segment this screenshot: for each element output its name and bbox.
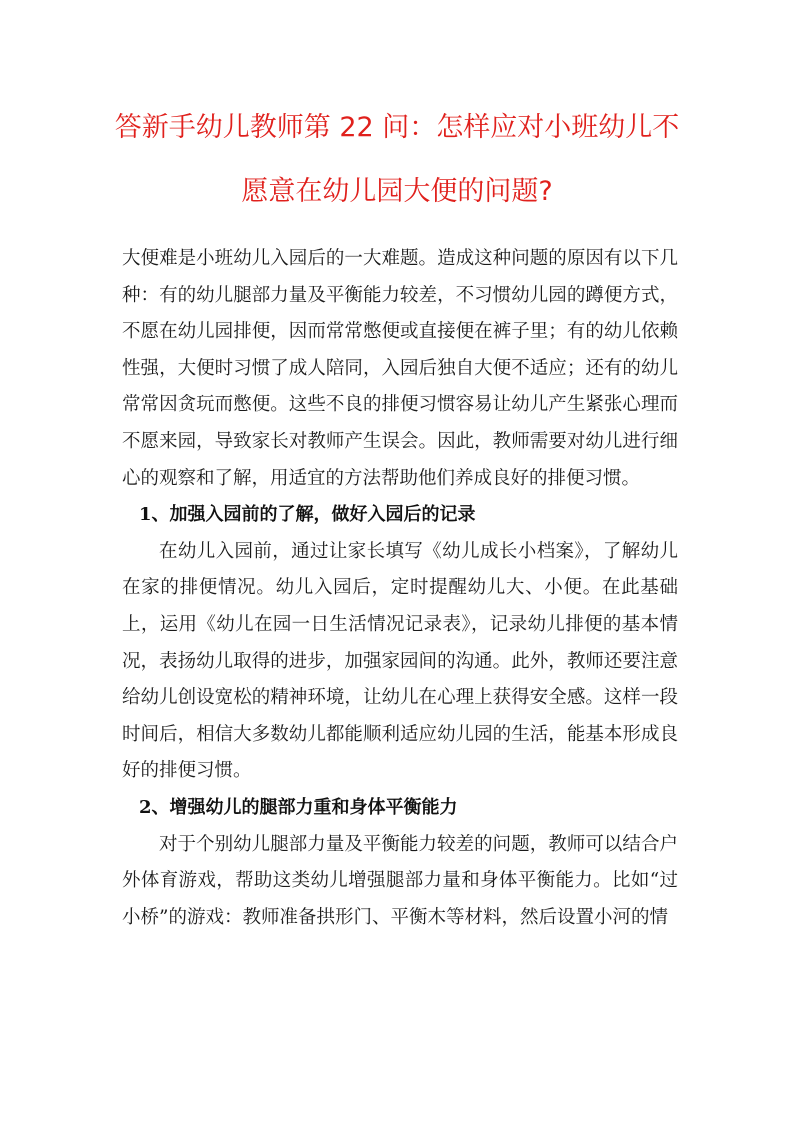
document-title bbox=[112, 96, 682, 224]
title-line-2: 愿意在幼儿园大便的问题? bbox=[241, 176, 553, 207]
section-2-heading: 2、增强幼儿的腿部力重和身体平衡能力 bbox=[139, 796, 458, 818]
section-1-paragraph: 在幼儿入园前，通过让家长填写《幼儿成长小档案》，了解幼儿在家的排便情况。幼儿入园后，定时提醒幼儿大、小便。在此基础上，运用《幼儿在园一日生活情况记录表》，记录幼儿排便的基本情况，表扬幼儿取得的进步，加强家园间的沟通。此外，教师还要注意给幼儿创设宽松的精神环境，让幼儿在心理上获得安全感。这样一段时间后，相信大多数幼儿都能顺利适应幼儿园的生活，能基本形成良好的排便习惯。 bbox=[122, 540, 678, 782]
intro-paragraph: 大便难是小班幼儿入园后的一大难题。造成这种问题的原因有以下几种：有的幼儿腿部力量及平衡能力较差，不习惯幼儿园的蹲便方式，不愿在幼儿园排便，因而常常憋便或直接便在裤子里；有的幼儿依赖性强，大便时习惯了成人陪同，入园后独自大便不适应；还有的幼儿常常因贪玩而憋便。这些不良的排便习惯容易让幼儿产生紧张心理而不愿来园，导致家长对教师产生误会。因此，教师需要对幼儿进行细心的观察和了解，用适宜的方法帮助他们养成良好的排便习惯。 bbox=[122, 248, 678, 489]
title-line-1: 答新手幼儿教师第 22 问：怎样应对小班幼儿不 bbox=[114, 112, 680, 143]
section-1-heading: 1、加强入园前的了解，做好入园后的记录 bbox=[139, 504, 476, 526]
section-2-paragraph: 对于个别幼儿腿部力量及平衡能力较差的问题，教师可以结合户外体育游戏，帮助这类幼儿增强腿部力量和身体平衡能力。比如“过小桥”的游戏：教师准备拱形门、平衡木等材料，然后设置小河的情 bbox=[122, 833, 678, 928]
document-body bbox=[122, 241, 678, 936]
